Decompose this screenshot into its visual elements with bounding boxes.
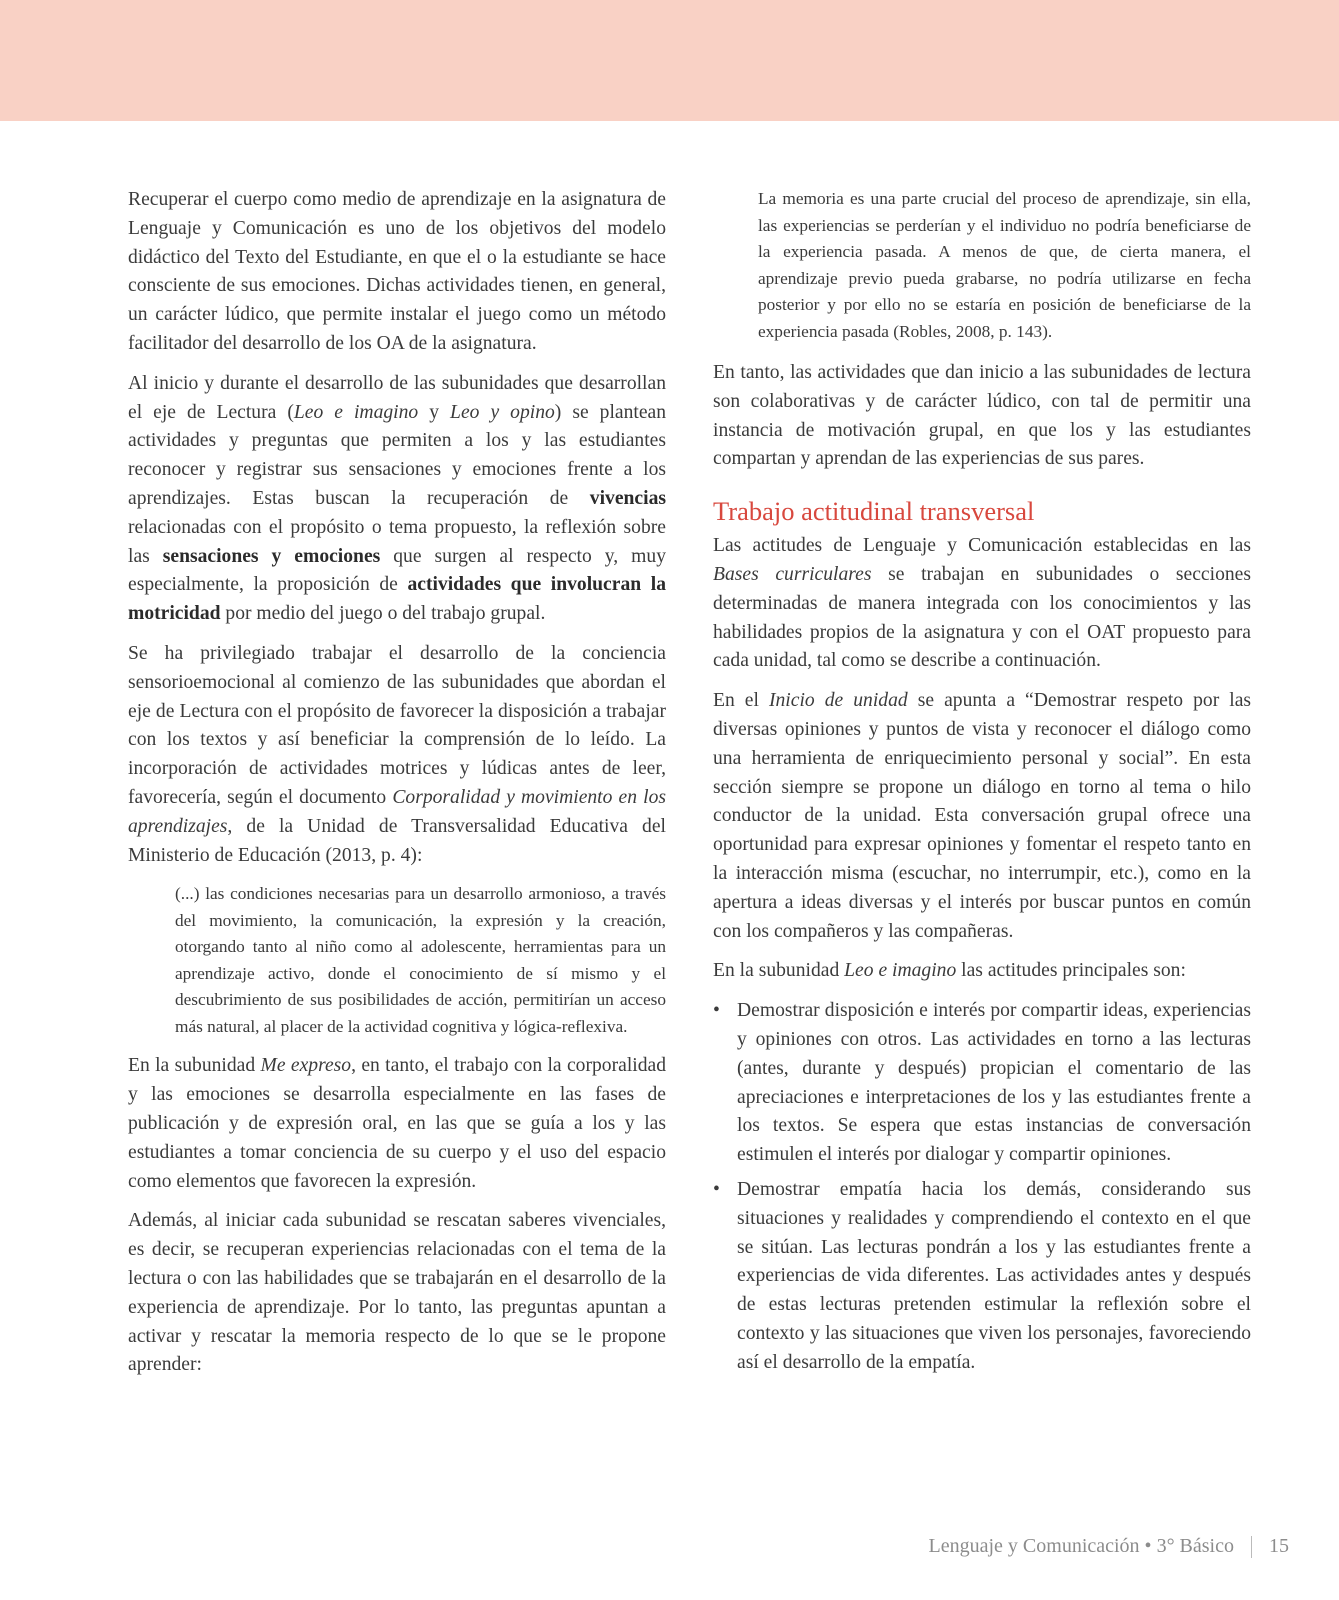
paragraph-sensorioemocional <box>128 640 666 870</box>
paragraph-actitudes <box>713 532 1251 676</box>
document-title-bases: Bases curriculares <box>713 563 872 585</box>
subunit-name-leo-e-imagino: Leo e imagino <box>293 401 419 423</box>
block-quote-memoria: La memoria es una parte crucial del proceso de aprendizaje, sin ella, las experiencias se perderían y el individuo no podría beneficiarse de la experiencia pasada. A menos de que, de cierta manera, el aprendizaje previo pueda grabarse, no podría utilizarse en fecha posterior y por ello no se estaría en posición de beneficiarse de la experiencia pasada (Robles, 2008, p. 143). <box>758 189 1251 341</box>
text-run: ) se plantean actividades y preguntas que permiten a los y las estudiantes reconocer y registrar sus sensaciones y emociones frente a los aprendizajes. Estas buscan la recuperación de <box>128 401 667 509</box>
block-quote-corporalidad: (...) las condiciones necesarias para un desarrollo armonioso, a través del movimiento, la comunicación, la expresión y la creación, otorgando tanto al niño como al adolescente, herramientas para un aprendizaje activo, donde el conocimiento de sí mismo y el descubrimiento de sus posibilidades de acción, permitirían un acceso más natural, al placer de la actividad cognitiva y lógica-reflexiva. <box>175 884 666 1036</box>
page-number: 15 <box>1269 1535 1289 1557</box>
left-column <box>128 186 666 1391</box>
paragraph-lectura-activities <box>128 370 666 629</box>
text-run: se apunta a “Demostrar respeto por las diversas opiniones y puntos de vista y reconocer el diálogo como una herramienta de enriquecimiento personal y social”. En esta sección siempre se propone un diálogo en torno al tema o hilo conductor de la unidad. Esta conversación grupal ofrece una oportunidad para expresar opiniones y fomentar el respeto tanto en la interacción misma (escuchar, no interrumpir, etc.), como en la apertura a ideas diversas y el interés por buscar puntos en común con los compañeros y las compañeras. <box>713 690 1252 942</box>
bold-term-motricidad: actividades que involucran la motricidad <box>128 574 666 625</box>
text-run: por medio del juego o del trabajo grupal. <box>220 603 546 625</box>
paragraph-me-expreso <box>128 1052 666 1196</box>
attitudes-list <box>713 997 1251 1377</box>
text-run: , de la Unidad de Transversalidad Educativa del Ministerio de Educación (2013, p. 4): <box>128 815 666 866</box>
document-title: Corporalidad y movimiento en los aprendizajes <box>128 786 666 837</box>
right-column <box>713 186 1251 1384</box>
text-run: En el <box>713 690 769 712</box>
text-run: En la subunidad <box>713 960 845 982</box>
list-item-text: Demostrar empatía hacia los demás, considerando sus situaciones y realidades y comprendiendo el contexto en el que se sitúan. Las lecturas pondrán a los y las estudiantes frente a experiencias de vida diferentes. Las actividades antes y después de estas lecturas pretenden estimular la reflexión sobre el contexto y las situaciones que viven los personajes, favoreciendo así el desarrollo de la empatía. <box>737 1178 1251 1373</box>
list-item <box>713 1176 1251 1378</box>
list-item-text: Demostrar disposición e interés por compartir ideas, experiencias y opiniones con otros. Las actividades en torno a las lecturas (antes, durante y después) propician el comentario de las apreciaciones e interpretaciones de los y las estudiantes frente a los textos. Se espera que estas instancias de conversación estimulen el interés por dialogar y compartir opiniones. <box>737 1000 1251 1166</box>
paragraph-leo-e-imagino <box>713 957 1251 986</box>
footer-title: Lenguaje y Comunicación • 3° Básico <box>928 1535 1234 1557</box>
text-run: que surgen al respecto y, muy especialmente, la proposición de <box>128 545 666 596</box>
text-run: Al inicio y durante el desarrollo de las subunidades que desarrollan el eje de Lectura ( <box>128 372 666 423</box>
bold-term-vivencias: vivencias <box>589 487 666 509</box>
paragraph-saberes-vivenciales: Además, al iniciar cada subunidad se rescatan saberes vivenciales, es decir, se recuperan experiencias relacionadas con el tema de la lectura o con las habilidades que se trabajarán en el desarrollo de la experiencia de aprendizaje. Por lo tanto, las preguntas apuntan a activar y rescatar la memoria respecto de lo que se le propone aprender: <box>128 1210 666 1376</box>
footer-divider <box>1251 1536 1252 1558</box>
text-run: las actitudes principales son: <box>956 960 1186 982</box>
header-band <box>0 0 1339 121</box>
section-heading: Trabajo actitudinal transversal <box>713 496 1035 527</box>
page-footer <box>929 1535 1289 1558</box>
text-run: En la subunidad <box>128 1055 261 1077</box>
paragraph-inicio-de-unidad <box>713 687 1251 946</box>
text-run: relacionadas con el propósito o tema propuesto, la reflexión sobre las <box>128 516 666 567</box>
section-name-inicio: Inicio de unidad <box>768 690 908 712</box>
text-run: Se ha privilegiado trabajar el desarrollo de la conciencia sensorioemocional al comienzo de las subunidades que abordan el eje de Lectura con el propósito de favorecer la disposición a trabajar con los textos y así beneficiar la comprensión de lo leído. La incorporación de actividades motrices y lúdicas antes de leer, favorecería, según el documento <box>128 642 666 808</box>
bold-term-sensaciones: sensaciones y emociones <box>162 545 381 567</box>
bullet-icon: • <box>713 1178 720 1200</box>
paragraph-body-role: Recuperar el cuerpo como medio de aprendizaje en la asignatura de Lenguaje y Comunicación es uno de los objetivos del modelo didáctico del Texto del Estudiante, en que el o la estudiante se hace consciente de sus emociones. Dichas actividades tienen, en general, un carácter lúdico, que permite instalar el juego como un método facilitador del desarrollo de los OA de la asignatura. <box>128 189 666 354</box>
bullet-icon: • <box>713 1000 720 1022</box>
paragraph-actividades-inicio: En tanto, las actividades que dan inicio a las subunidades de lectura son colaborativas y de carácter lúdico, con tal de permitir una instancia de motivación grupal, en que los y las estudiantes compartan y aprendan de las experiencias de sus pares. <box>713 362 1251 470</box>
text-run: se trabajan en subunidades o secciones determinadas de manera integrada con los conocimientos y las habilidades propios de la asignatura y con el OAT propuesto para cada unidad, tal como se describe a continuación. <box>713 563 1251 672</box>
subunit-name-leo-y-opino: Leo y opino <box>450 401 555 423</box>
subunit-name-me-expreso: Me expreso <box>260 1055 352 1077</box>
subunit-name-leo-e-imagino: Leo e imagino <box>844 960 957 982</box>
text-run: y <box>418 401 451 423</box>
text-run: Las actitudes de Lenguaje y Comunicación establecidas en las <box>713 535 1251 557</box>
list-item <box>713 997 1251 1170</box>
text-run: , en tanto, el trabajo con la corporalidad y las emociones se desarrolla especialmente en las fases de publicación y de expresión oral, en las que se guía a los y las estudiantes a tomar conciencia de su cuerpo y el uso del espacio como elementos que favorecen la expresión. <box>128 1055 666 1192</box>
